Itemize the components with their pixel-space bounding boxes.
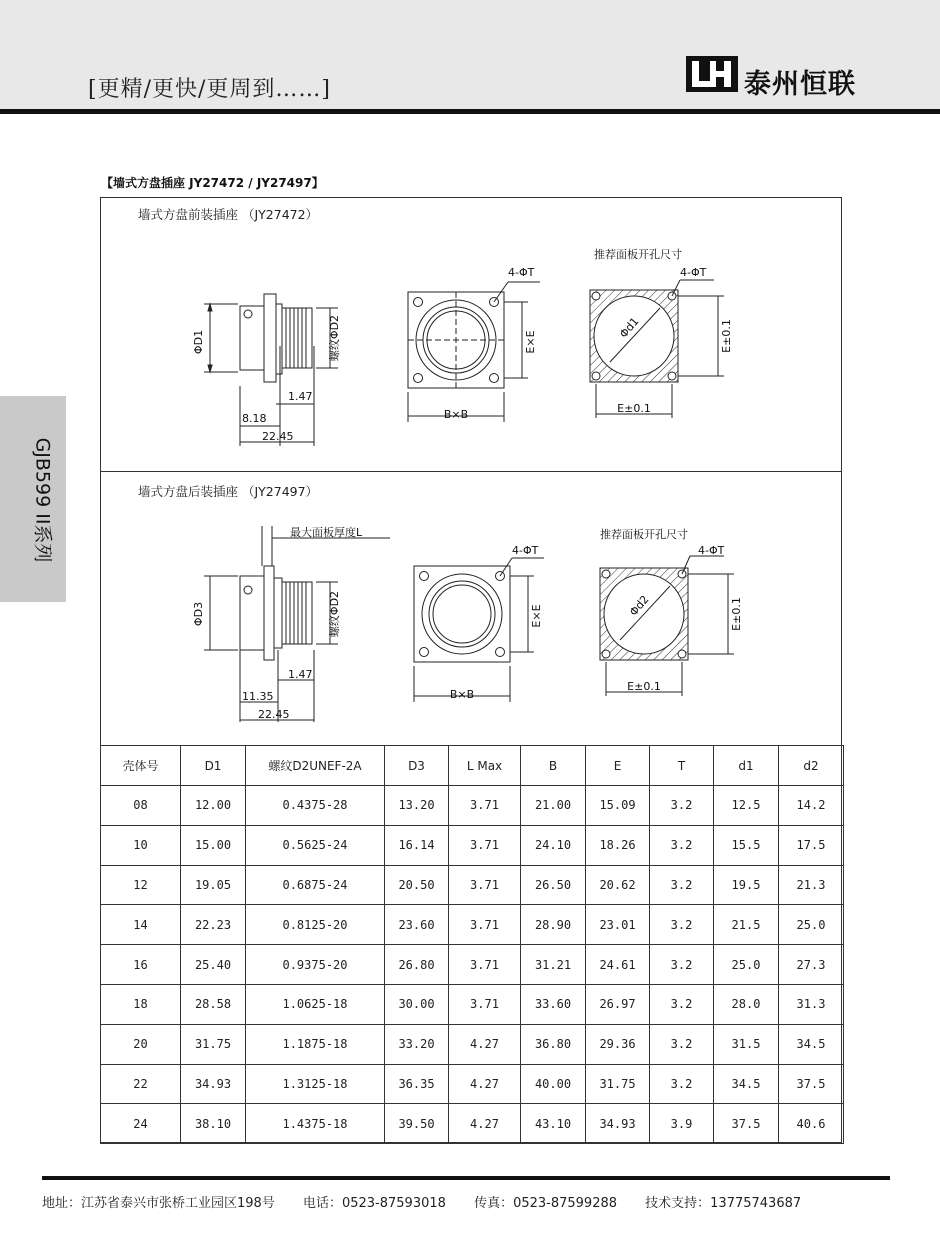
panel-cutout-drawing-rear — [594, 524, 754, 702]
dim-d3-label: ΦD3 — [192, 601, 205, 627]
table-cell: 25.0 — [714, 945, 779, 985]
table-cell: 0.4375-28 — [246, 786, 385, 826]
section-title: 【墙式方盘插座 JY27472 / JY27497】 — [101, 176, 324, 190]
table-cell: 20 — [101, 1024, 181, 1064]
table-cell: 26.50 — [521, 865, 586, 905]
table-cell: 22.23 — [181, 905, 246, 945]
table-cell: 0.6875-24 — [246, 865, 385, 905]
table-row — [101, 786, 844, 826]
table-row — [101, 1024, 844, 1064]
table-cell: 21.00 — [521, 786, 586, 826]
table-cell: 14 — [101, 905, 181, 945]
table-cell: 16 — [101, 945, 181, 985]
table-cell: 1.1875-18 — [246, 1024, 385, 1064]
cutout-e-h-label: E±0.1 — [617, 402, 651, 415]
table-cell: 14.2 — [779, 786, 844, 826]
table-cell: 20.62 — [586, 865, 650, 905]
table-cell: 24 — [101, 1104, 181, 1144]
table-cell: 3.2 — [650, 945, 714, 985]
table-cell: 0.8125-20 — [246, 905, 385, 945]
dim-d2-label: 螺纹ΦD2 — [328, 314, 341, 362]
footer-address: 地址：江苏省泰兴市张桥工业园区198号 — [42, 1196, 275, 1211]
table-cell: 20.50 — [385, 865, 449, 905]
table-cell: 3.2 — [650, 905, 714, 945]
footer-rule — [42, 1176, 890, 1180]
table-cell: 0.5625-24 — [246, 825, 385, 865]
table-cell: 21.3 — [779, 865, 844, 905]
cutout-hole-label-rear: 4-ΦT — [698, 544, 725, 557]
table-cell: 12 — [101, 865, 181, 905]
table-cell: 18.26 — [586, 825, 650, 865]
footer-fax: 传真：0523-87599288 — [474, 1196, 618, 1211]
front-view-drawing-front — [404, 262, 544, 430]
table-cell: 40.6 — [779, 1104, 844, 1144]
table-cell: 3.71 — [449, 905, 521, 945]
dim-d1-label: ΦD1 — [192, 329, 205, 355]
table-cell: 21.5 — [714, 905, 779, 945]
table-cell: 16.14 — [385, 825, 449, 865]
col-header: 螺纹D2UNEF-2A — [246, 746, 385, 786]
dim-1-47-label: 1.47 — [288, 390, 313, 403]
table-cell: 15.00 — [181, 825, 246, 865]
table-cell: 31.5 — [714, 1024, 779, 1064]
table-cell: 13.20 — [385, 786, 449, 826]
col-header: D1 — [181, 746, 246, 786]
table-cell: 24.61 — [586, 945, 650, 985]
table-cell: 19.05 — [181, 865, 246, 905]
cutout-e-v-label-rear: E±0.1 — [730, 597, 743, 631]
col-header: d1 — [714, 746, 779, 786]
dim-8-18-label: 8.18 — [242, 412, 267, 425]
ee-label: E×E — [524, 330, 537, 354]
hole-label-rear: 4-ΦT — [512, 544, 539, 557]
dim-1-47-label-rear: 1.47 — [288, 668, 313, 681]
table-cell: 23.01 — [586, 905, 650, 945]
table-cell: 4.27 — [449, 1024, 521, 1064]
table-row — [101, 865, 844, 905]
col-header: E — [586, 746, 650, 786]
footer-support: 技术支持：13775743687 — [645, 1196, 802, 1211]
table-cell: 3.71 — [449, 786, 521, 826]
table-cell: 34.5 — [714, 1064, 779, 1104]
table-cell: 34.93 — [181, 1064, 246, 1104]
table-cell: 4.27 — [449, 1064, 521, 1104]
table-cell: 0.9375-20 — [246, 945, 385, 985]
col-header: 壳体号 — [101, 746, 181, 786]
table-cell: 1.0625-18 — [246, 984, 385, 1024]
table-row — [101, 984, 844, 1024]
table-cell: 12.5 — [714, 786, 779, 826]
table-cell: 31.75 — [181, 1024, 246, 1064]
hole-label: 4-ΦT — [508, 266, 535, 279]
ee-label-rear: E×E — [530, 604, 543, 628]
table-cell: 38.10 — [181, 1104, 246, 1144]
dim-22-45-label: 22.45 — [262, 430, 294, 443]
table-cell: 27.3 — [779, 945, 844, 985]
table-cell: 28.58 — [181, 984, 246, 1024]
table-row — [101, 905, 844, 945]
table-cell: 3.2 — [650, 786, 714, 826]
table-cell: 3.71 — [449, 825, 521, 865]
table-cell: 3.9 — [650, 1104, 714, 1144]
col-header: T — [650, 746, 714, 786]
table-cell: 17.5 — [779, 825, 844, 865]
table-cell: 34.5 — [779, 1024, 844, 1064]
panel-title-rear: 墙式方盘后装插座 （JY27497） — [138, 484, 319, 499]
table-cell: 40.00 — [521, 1064, 586, 1104]
table-cell: 43.10 — [521, 1104, 586, 1144]
cutout-dia-label-rear: Φd2 — [627, 592, 652, 619]
table-cell: 26.80 — [385, 945, 449, 985]
side-view-drawing-front — [190, 286, 360, 446]
col-header: L Max — [449, 746, 521, 786]
table-cell: 22 — [101, 1064, 181, 1104]
table-cell: 3.2 — [650, 1064, 714, 1104]
table-cell: 28.90 — [521, 905, 586, 945]
table-row — [101, 825, 844, 865]
bb-label-rear: B×B — [449, 688, 475, 701]
col-header: B — [521, 746, 586, 786]
brand-name: 泰州恒联 — [744, 69, 856, 100]
footer-contact — [42, 1192, 902, 1211]
spec-table — [100, 745, 844, 1144]
table-cell: 29.36 — [586, 1024, 650, 1064]
table-cell: 33.20 — [385, 1024, 449, 1064]
table-cell: 1.3125-18 — [246, 1064, 385, 1104]
table-cell: 3.2 — [650, 1024, 714, 1064]
dim-d2-label-rear: 螺纹ΦD2 — [328, 590, 341, 638]
table-cell: 34.93 — [586, 1104, 650, 1144]
series-label: GJB599 II系列 — [31, 437, 54, 563]
table-cell: 3.71 — [449, 945, 521, 985]
table-cell: 3.2 — [650, 865, 714, 905]
table-cell: 31.75 — [586, 1064, 650, 1104]
table-cell: 28.0 — [714, 984, 779, 1024]
table-cell: 12.00 — [181, 786, 246, 826]
bb-label: B×B — [443, 408, 469, 421]
cutout-e-v-label: E±0.1 — [720, 319, 733, 353]
table-cell: 37.5 — [779, 1064, 844, 1104]
table-cell: 15.5 — [714, 825, 779, 865]
table-cell: 15.09 — [586, 786, 650, 826]
cutout-e-h-label-rear: E±0.1 — [627, 680, 661, 693]
table-cell: 4.27 — [449, 1104, 521, 1144]
table-cell: 36.35 — [385, 1064, 449, 1104]
table-cell: 1.4375-18 — [246, 1104, 385, 1144]
table-cell: 10 — [101, 825, 181, 865]
header-rule — [0, 109, 940, 114]
table-row — [101, 945, 844, 985]
cutout-dia-label: Φd1 — [617, 314, 642, 341]
table-cell: 33.60 — [521, 984, 586, 1024]
panel-divider — [100, 471, 842, 472]
table-cell: 37.5 — [714, 1104, 779, 1144]
cutout-hole-label: 4-ΦT — [680, 266, 707, 279]
dim-11-35-label: 11.35 — [242, 690, 274, 703]
cutout-title: 推荐面板开孔尺寸 — [594, 248, 682, 261]
col-header: D3 — [385, 746, 449, 786]
table-cell: 3.2 — [650, 984, 714, 1024]
table-cell: 3.71 — [449, 984, 521, 1024]
table-cell: 18 — [101, 984, 181, 1024]
table-cell: 26.97 — [586, 984, 650, 1024]
side-view-drawing-rear — [190, 522, 363, 726]
table-cell: 25.40 — [181, 945, 246, 985]
cutout-title-rear: 推荐面板开孔尺寸 — [600, 528, 688, 541]
slogan: [更精/更快/更周到……] — [88, 77, 331, 102]
front-view-drawing-rear — [410, 540, 550, 706]
panel-cutout-drawing-front — [584, 244, 744, 424]
table-row — [101, 1104, 844, 1144]
col-header: d2 — [779, 746, 844, 786]
table-cell: 31.21 — [521, 945, 586, 985]
panel-title-front: 墙式方盘前装插座 （JY27472） — [138, 207, 319, 222]
table-cell: 31.3 — [779, 984, 844, 1024]
table-cell: 25.0 — [779, 905, 844, 945]
table-cell: 36.80 — [521, 1024, 586, 1064]
table-cell: 30.00 — [385, 984, 449, 1024]
table-cell: 3.71 — [449, 865, 521, 905]
dim-22-45-label-rear: 22.45 — [258, 708, 290, 721]
table-cell: 39.50 — [385, 1104, 449, 1144]
table-header-row — [101, 746, 844, 786]
footer-phone: 电话：0523-87593018 — [302, 1196, 446, 1211]
table-cell: 08 — [101, 786, 181, 826]
table-row — [101, 1064, 844, 1104]
company-logo-icon — [686, 56, 738, 92]
table-cell: 23.60 — [385, 905, 449, 945]
table-cell: 3.2 — [650, 825, 714, 865]
table-cell: 19.5 — [714, 865, 779, 905]
table-cell: 24.10 — [521, 825, 586, 865]
max-panel-label: 最大面板厚度L — [290, 526, 363, 539]
